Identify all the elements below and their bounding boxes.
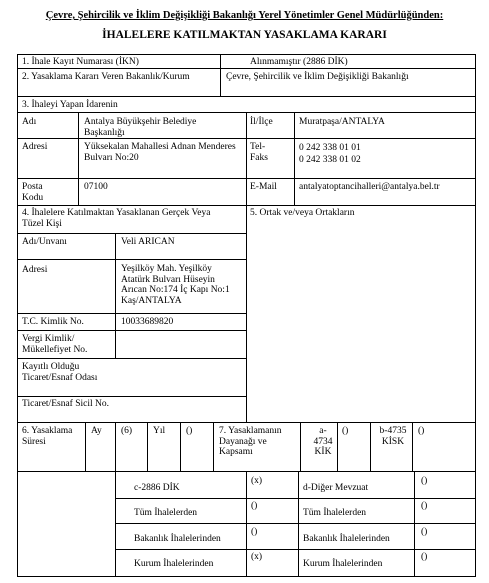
tel-fax-label: Tel-Faks	[250, 142, 268, 163]
row-divider	[115, 523, 476, 524]
tax-id-label: Vergi Kimlik/ Mükellefiyet No.	[22, 334, 88, 355]
institution-tenders-label: Kurum İhalelerinden	[134, 559, 214, 569]
tc-id-value: 10033689820	[121, 317, 174, 327]
person-address-label: Adresi	[22, 265, 48, 275]
col-divider	[213, 422, 214, 471]
ikn-value: Alınmamıştır (2886 DİK)	[250, 57, 348, 67]
admin-address-label: Adresi	[22, 142, 48, 152]
email-value: antalyatoptancihalleri@antalya.bel.tr	[299, 182, 440, 192]
registry-label: Ticaret/Esnaf Sicil No.	[22, 399, 109, 409]
postal-code-value: 07100	[84, 182, 108, 192]
col-divider	[370, 422, 371, 471]
ikn-label: 1. İhale Kayıt Numarası (İKN)	[22, 57, 139, 67]
col-divider	[180, 422, 181, 471]
all-tenders-mark: ()	[251, 501, 258, 511]
ministry-tenders-label: Bakanlık İhalelerinden	[134, 534, 221, 544]
other-legislation-label: d-Diğer Mevzuat	[303, 483, 369, 493]
other-legislation-mark: ()	[421, 476, 428, 486]
fax-value: 0 242 338 01 02	[299, 155, 361, 165]
law-2886-label: c-2886 DİK	[134, 483, 180, 493]
row-divider	[17, 68, 476, 69]
col-divider	[78, 112, 79, 205]
col-divider	[220, 54, 221, 96]
document-title: İHALELERE KATILMAKTAN YASAKLAMA KARARI	[102, 29, 387, 41]
email-label: E-Mail	[250, 182, 277, 192]
phone-value: 0 242 338 01 01	[299, 143, 361, 153]
row-divider	[17, 259, 246, 260]
law-4735-mark: ()	[418, 426, 425, 436]
col-divider	[115, 233, 116, 358]
admin-name-label: Adı	[22, 117, 37, 127]
authority-value: Çevre, Şehircilik ve İklim Değişikliği Bakanlığı	[226, 72, 409, 82]
district-label: İl/İlçe	[250, 117, 273, 127]
year-label: Yıl	[153, 426, 166, 436]
col-divider	[294, 112, 295, 205]
ban-duration-label: 6. Yasaklama Süresi	[22, 426, 73, 447]
authority-label: 2. Yasaklama Kararı Veren Bakanlık/Kurum	[22, 72, 190, 82]
ministry-tenders-label: Bakanlık İhalelerinden	[303, 534, 390, 544]
admin-name-value: Antalya Büyükşehir Belediye Başkanlığı	[84, 117, 197, 138]
row-divider	[17, 233, 246, 234]
col-divider	[147, 422, 148, 471]
ban-basis-label: 7. Yasaklamanın Dayanağı ve Kapsamı	[219, 426, 282, 457]
row-divider	[17, 96, 476, 97]
col-divider	[414, 471, 415, 577]
chamber-label: Kayıtlı Olduğu Ticaret/Esnaf Odası	[22, 362, 98, 383]
row-divider	[17, 358, 246, 359]
institution-tenders-mark: (x)	[251, 552, 263, 562]
person-name-value: Veli ARICAN	[121, 237, 175, 247]
all-tenders-label: Tüm İhalelerden	[134, 508, 198, 518]
col-divider	[300, 422, 301, 471]
ministry-heading: Çevre, Şehircilik ve İklim Değişikliği Bakanlığı Yerel Yönetimler Genel Müdürlüğünden:	[45, 10, 444, 21]
ministry-tenders-mark: ()	[251, 527, 258, 537]
law-2886-mark: (x)	[251, 476, 263, 486]
col-divider	[246, 471, 247, 577]
law-4735-label: b-4735 KİSK	[379, 426, 407, 447]
section5-label: 5. Ortak ve/veya Ortakların	[250, 208, 355, 218]
person-address-value: Yeşilköy Mah. Yeşilköy Atatürk Bulvarı Hüseyin Arıcan No:174 İç Kapı No:1 Kaş/ANTALYA	[121, 264, 230, 306]
month-value: (6)	[121, 426, 133, 436]
row-divider	[17, 313, 246, 314]
col-divider	[246, 112, 247, 205]
all-tenders-mark: ()	[421, 501, 428, 511]
law-4734-label: a-4734 KİK	[313, 426, 333, 457]
person-name-label: Adı/Unvanı	[22, 237, 67, 247]
year-value: ()	[186, 426, 193, 436]
row-divider	[115, 498, 476, 499]
law-4734-mark: ()	[342, 426, 349, 436]
all-tenders-label: Tüm İhalelerden	[303, 508, 367, 518]
admin-address-value: Yüksekalan Mahallesi Adnan Menderes Bulvarı No:20	[84, 142, 236, 163]
postal-code-label: Posta Kodu	[22, 182, 44, 203]
section3-label: 3. İhaleyi Yapan İdarenin	[22, 100, 118, 110]
row-divider	[17, 396, 246, 397]
month-label: Ay	[91, 426, 102, 436]
col-divider	[115, 422, 116, 577]
col-divider	[412, 422, 413, 471]
district-value: Muratpaşa/ANTALYA	[299, 117, 385, 127]
col-divider	[246, 205, 247, 422]
section4-label: 4. İhalelere Katılmaktan Yasaklanan Gerçek Veya Tüzel Kişi	[22, 208, 211, 229]
row-divider	[17, 330, 246, 331]
col-divider	[85, 422, 86, 471]
col-divider	[337, 422, 338, 471]
ministry-tenders-mark: ()	[421, 527, 428, 537]
institution-tenders-label: Kurum İhalelerinden	[303, 559, 383, 569]
tc-id-label: T.C. Kimlik No.	[22, 317, 84, 327]
row-divider	[115, 549, 476, 550]
col-divider	[298, 471, 299, 577]
institution-tenders-mark: ()	[421, 552, 428, 562]
